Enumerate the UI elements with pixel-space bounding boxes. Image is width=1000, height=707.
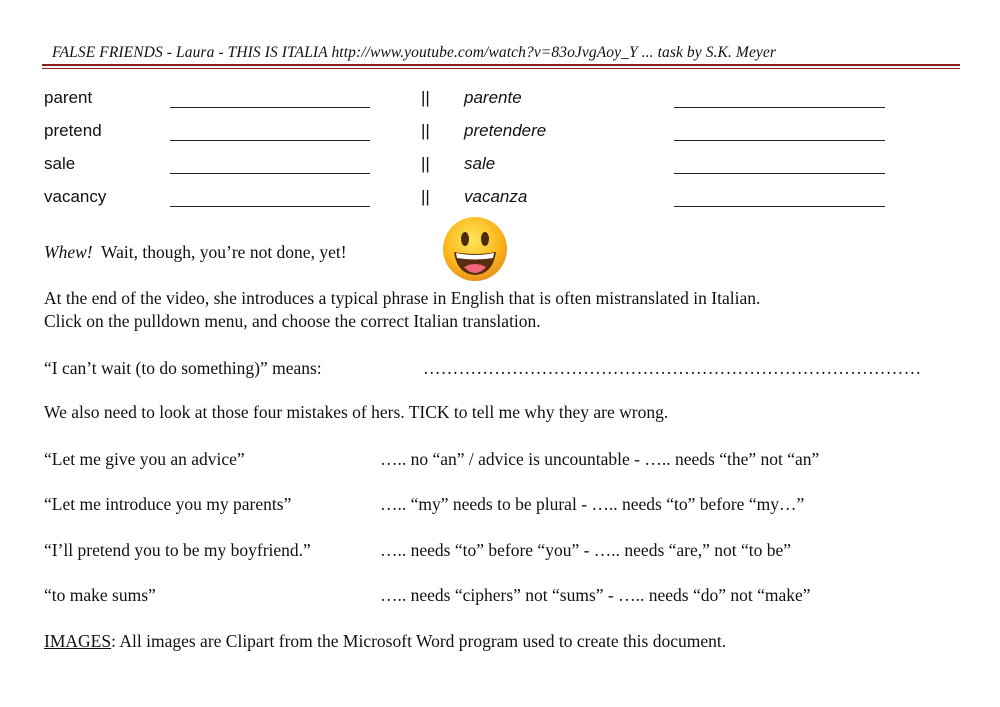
tick-instruction: We also need to look at those four mistakes of hers. TICK to tell me why they are wrong. [44, 402, 669, 422]
whew-line [44, 242, 347, 263]
images-credit [44, 631, 726, 652]
mistake-quote: “Let me introduce you my parents” [44, 494, 292, 514]
images-text: : All images are Clipart from the Microsoft Word program used to create this document. [111, 631, 727, 651]
page-header: FALSE FRIENDS - Laura - THIS IS ITALIA http://www.youtube.com/watch?v=83oJvgAoy_Y ... task by S.K. Meyer [52, 44, 777, 61]
answer-blank-italian[interactable] [674, 106, 885, 108]
english-word: vacancy [44, 187, 107, 206]
mistake-options[interactable]: ….. needs “to” before “you” - ….. needs “are,” not “to be” [380, 540, 792, 560]
italian-word: parente [464, 88, 522, 107]
answer-blank-english[interactable] [170, 106, 370, 108]
mistake-quote: “I’ll pretend you to be my boyfriend.” [44, 540, 311, 560]
answer-blank-italian[interactable] [674, 139, 885, 141]
english-word: parent [44, 88, 93, 107]
italian-word: vacanza [464, 187, 528, 206]
separator: || [421, 187, 430, 206]
english-word: pretend [44, 121, 102, 140]
mistake-quote: “to make sums” [44, 585, 156, 605]
separator: || [421, 88, 430, 107]
vocab-row [0, 187, 1000, 211]
separator: || [421, 154, 430, 173]
answer-blank-english[interactable] [170, 172, 370, 174]
whew-text: Wait, though, you’re not done, yet! [101, 242, 347, 262]
phrase-label: “I can’t wait (to do something)” means: [44, 358, 322, 378]
vocab-row [0, 121, 1000, 145]
answer-blank-english[interactable] [170, 205, 370, 207]
whew-italic: Whew! [44, 242, 93, 262]
header-rule-thin [42, 68, 960, 69]
mistake-options[interactable]: ….. no “an” / advice is uncountable - ….. needs “the” not “an” [380, 449, 820, 469]
english-word: sale [44, 154, 76, 173]
vocab-row [0, 88, 1000, 112]
italian-word: sale [464, 154, 496, 173]
images-label: IMAGES [44, 631, 112, 651]
intro-line-1: At the end of the video, she introduces a typical phrase in English that is often mistranslated in Italian. [44, 288, 761, 308]
translation-dropdown[interactable]: ………………………………………………………………………… [423, 358, 922, 378]
mistake-options[interactable]: ….. needs “ciphers” not “sums” - ….. needs “do” not “make” [380, 585, 811, 605]
answer-blank-english[interactable] [170, 139, 370, 141]
separator: || [421, 121, 430, 140]
intro-line-2: Click on the pulldown menu, and choose the correct Italian translation. [44, 311, 541, 331]
mistake-quote: “Let me give you an advice” [44, 449, 245, 469]
italian-word: pretendere [464, 121, 547, 140]
vocab-row [0, 154, 1000, 178]
smiley-icon [440, 214, 510, 284]
answer-blank-italian[interactable] [674, 172, 885, 174]
header-rule [42, 64, 960, 66]
mistake-options[interactable]: ….. “my” needs to be plural - ….. needs “to” before “my…” [380, 494, 805, 514]
answer-blank-italian[interactable] [674, 205, 885, 207]
